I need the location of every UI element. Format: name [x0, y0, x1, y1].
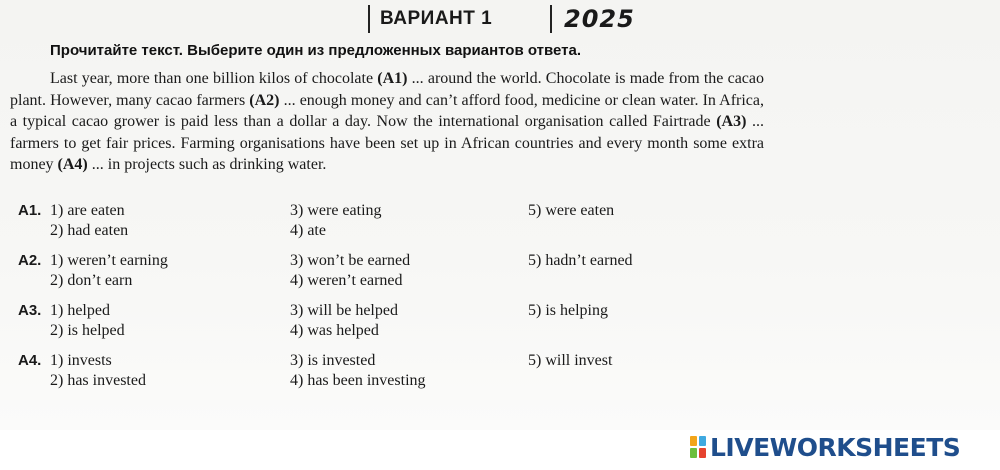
- option[interactable]: 3) is invested: [290, 352, 376, 369]
- logo-square: [699, 448, 706, 458]
- option[interactable]: 5) will invest: [528, 352, 613, 369]
- option[interactable]: 4) was helped: [290, 322, 379, 339]
- option[interactable]: 2) is helped: [50, 322, 125, 339]
- option[interactable]: 4) ate: [290, 222, 326, 239]
- option[interactable]: 4) weren’t earned: [290, 272, 403, 289]
- option[interactable]: 4) has been investing: [290, 372, 426, 389]
- option[interactable]: 5) were eaten: [528, 202, 615, 219]
- option[interactable]: 2) don’t earn: [50, 272, 133, 289]
- option[interactable]: 3) won’t be earned: [290, 252, 411, 269]
- option[interactable]: 2) has invested: [50, 372, 146, 389]
- year-handwritten: 2025: [564, 5, 635, 33]
- divider: [368, 5, 370, 33]
- question-a1: [18, 202, 718, 252]
- option[interactable]: 1) helped: [50, 302, 110, 319]
- question-label: A1.: [18, 202, 42, 219]
- question-a3: [18, 302, 718, 352]
- logo-text: LIVEWORKSHEETS: [710, 432, 961, 462]
- variant-header: [368, 4, 635, 34]
- liveworksheets-logo-icon: [690, 436, 706, 458]
- question-label: A4.: [18, 352, 42, 369]
- option[interactable]: 1) are eaten: [50, 202, 125, 219]
- question-label: A3.: [18, 302, 42, 319]
- option[interactable]: 5) hadn’t earned: [528, 252, 633, 269]
- option[interactable]: 3) were eating: [290, 202, 382, 219]
- task-instruction: Прочитайте текст. Выберите один из предложенных вариантов ответа.: [50, 42, 582, 59]
- logo-square: [699, 436, 706, 446]
- question-label: A2.: [18, 252, 42, 269]
- logo-square: [690, 436, 697, 446]
- logo-square: [690, 448, 697, 458]
- question-a2: [18, 252, 718, 302]
- liveworksheets-logo: [690, 432, 960, 462]
- option[interactable]: 1) invests: [50, 352, 112, 369]
- question-a4: [18, 352, 718, 402]
- option[interactable]: 2) had eaten: [50, 222, 129, 239]
- option[interactable]: 3) will be helped: [290, 302, 398, 319]
- answer-options: [18, 202, 718, 402]
- divider: [550, 5, 552, 33]
- option[interactable]: 5) is helping: [528, 302, 608, 319]
- reading-passage: Last year, more than one billion kilos of chocolate (A1) ... around the world. Chocolate is made from the cacao plant. However, many cacao farmers (A2) ... enough money and can’t afford food, medicine or clean water. In Africa, a typical cacao grower is paid less than a dollar a day. Now the international organisation called Fairtrade (A3) ... farmers to get fair prices. Farming organisations have been set up in African countries and every month some extra money (A4) ... in projects such as drinking water.: [10, 70, 765, 173]
- variant-title: ВАРИАНТ 1: [380, 8, 493, 29]
- option[interactable]: 1) weren’t earning: [50, 252, 168, 269]
